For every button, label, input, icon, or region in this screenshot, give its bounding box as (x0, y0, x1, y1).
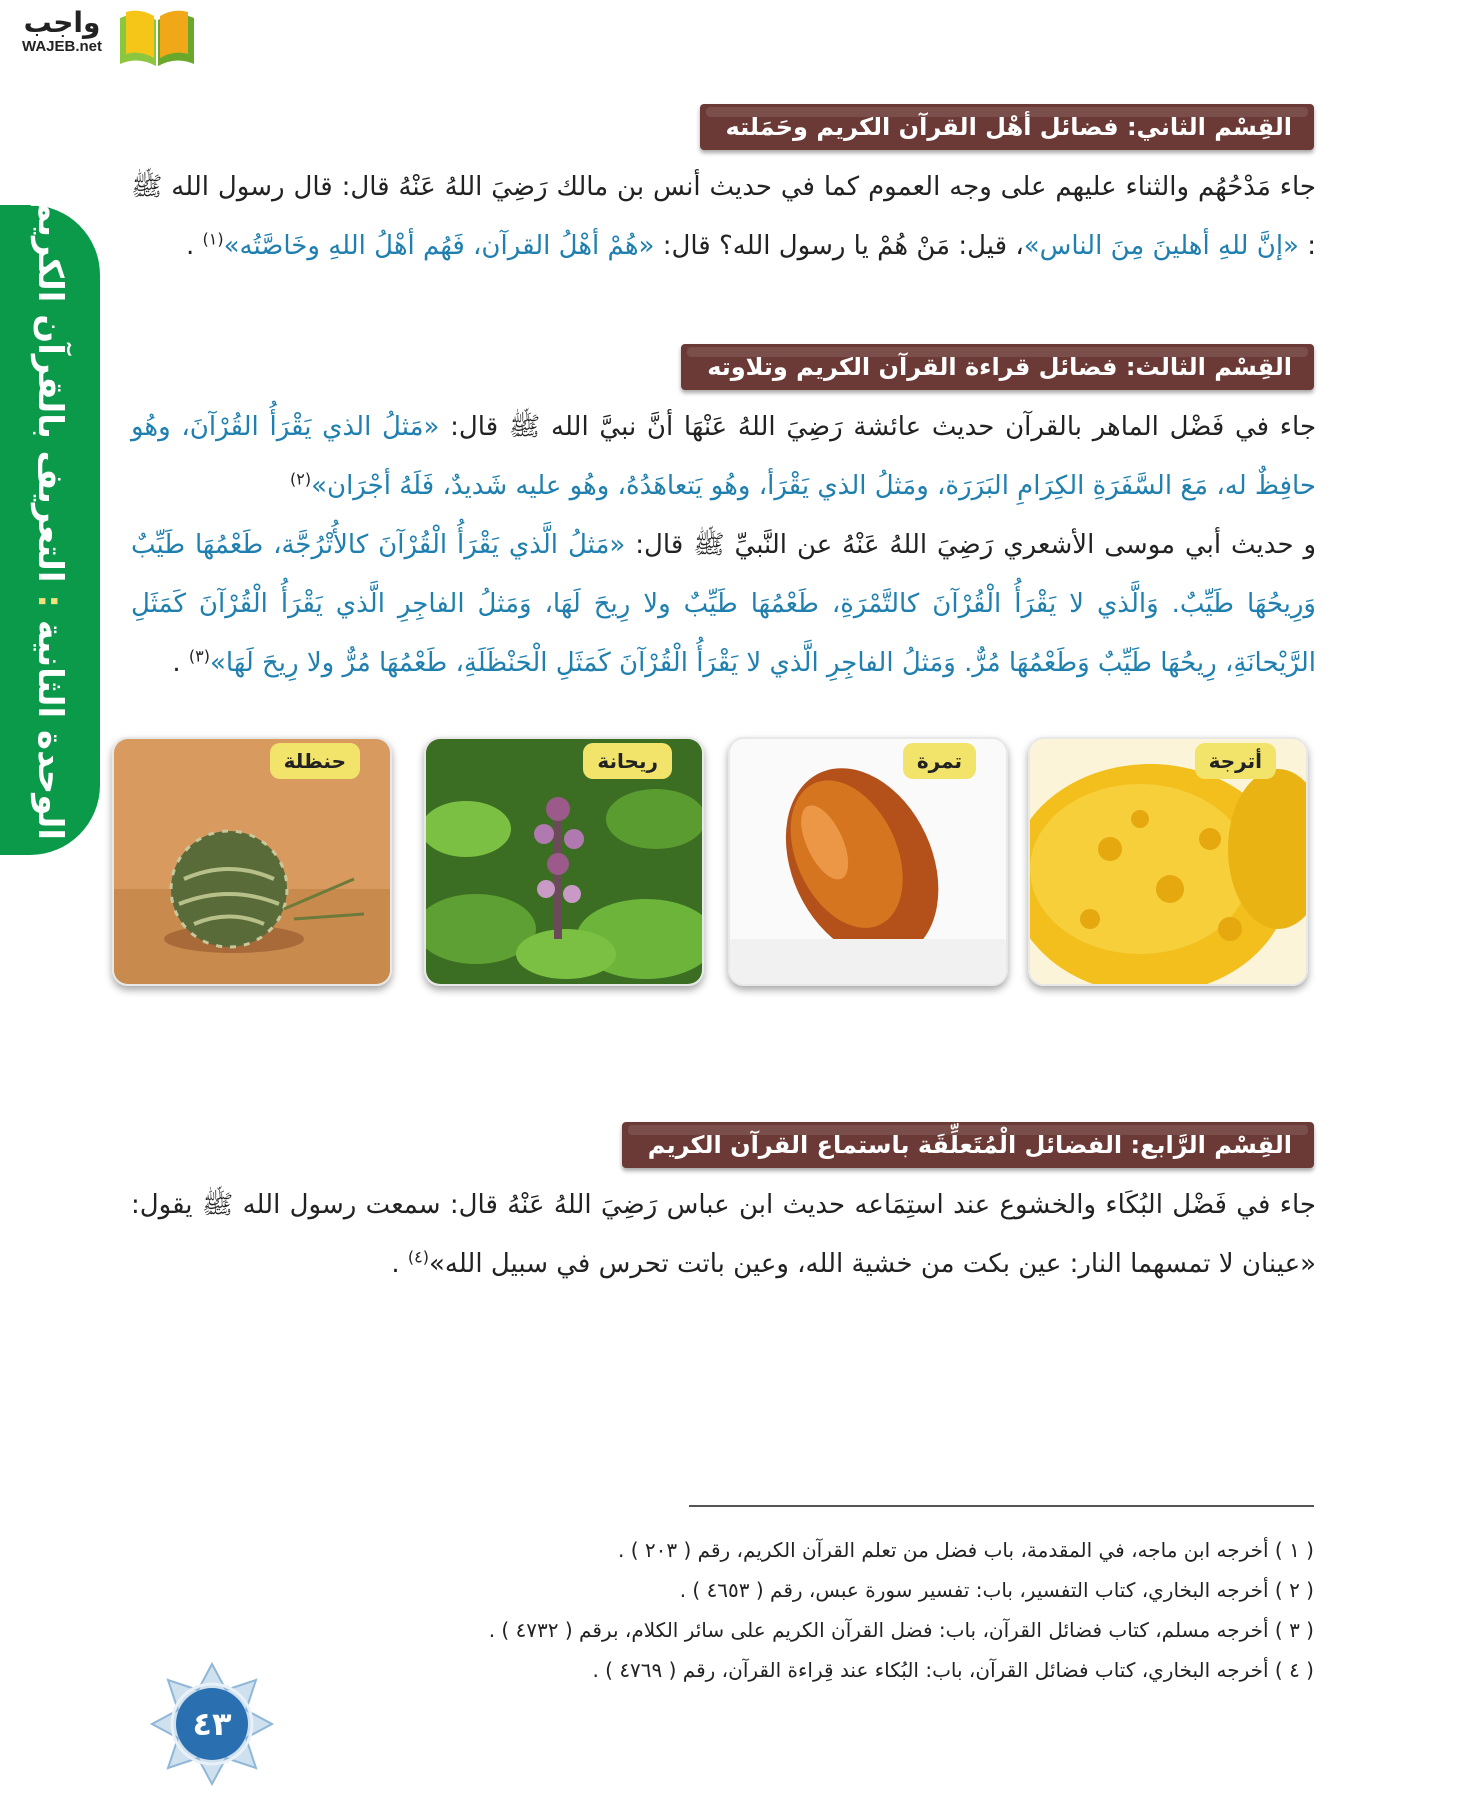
wajeb-logo[interactable] (12, 6, 192, 68)
footnote-ref-3[interactable]: (٣) (188, 646, 210, 666)
unit-label: الوحدة الثانية (30, 619, 70, 840)
unit-title: التعريف بالقرآن الكريم (30, 197, 70, 583)
page-number-badge (148, 1660, 276, 1788)
citron-image (1028, 737, 1308, 986)
section2-quote2: «هُمْ أهْلُ القرآن، فَهُم أهْلُ اللهِ وخَاصَّتُه» (223, 231, 655, 261)
section2-header-text: القِسْم الثاني: فضائل أهْل القرآن الكريم وحَمَلته (725, 113, 1292, 141)
date-image (728, 737, 1008, 986)
basil-label: ريحانة (583, 743, 672, 779)
footnote-4: ( ٤ ) أخرجه البخاري، كتاب فضائل القرآن، باب: البُكاء عند قِراءة القرآن، رقم ( ٤٧٦٩ ) . (592, 1658, 1314, 1682)
section3-quote2: «مَثلُ الَّذي يَقْرَأُ الْقُرْآنَ كالأُتْرُجَّة، طَعْمُهَا طَيِّبٌ وَرِيحُهَا طَيِّبٌ. وَالَّذي لا يَقْرَأُ الْقُرْآنَ كالتَّمْرَةِ، طَعْمُهَا طَيِّبٌ ولا رِيحَ لَهَا، وَمَثلُ الفاجِرِ الَّذي يَقْرَأُ الْقُرْآنَ كَمَثَلِ الرَّيْحانَةِ، رِيحُهَا طَيِّبٌ وَطَعْمُهَا مُرٌّ. وَمَثلُ الفاجِرِ الَّذي لا يَقْرَأُ الْقُرْآنَ كَمَثَلِ الْحَنْظَلَةِ، طَعْمُهَا مُرٌّ ولا رِيحَ لَهَا» (131, 530, 1316, 678)
footnote-ref-1[interactable]: (١) (202, 229, 224, 249)
page-number: ٤٣ (192, 1705, 232, 1743)
section2-quote1: «إنَّ للهِ أهلينَ مِنَ الناس» (1023, 231, 1299, 261)
date-label: تمرة (903, 743, 976, 779)
section2-mid: ، قيل: مَنْ هُمْ يا رسول الله؟ قال: (662, 231, 1024, 261)
section4-header-text: القِسْم الرَّابع: الفضائل الْمُتَعلِّقَة باستماع القرآن الكريم (647, 1131, 1292, 1159)
section4-end: . (391, 1249, 408, 1279)
section3-intro2: و حديث أبي موسى الأشعري رَضِيَ اللهُ عَنْهُ عن النَّبيِّ ﷺ قال: (635, 530, 1316, 560)
citron-label: أترجة (1195, 743, 1276, 779)
logo-latin-text: WAJEB.net (21, 38, 102, 55)
colocynth-label: حنظلة (270, 743, 360, 779)
section4-text (131, 1176, 1316, 1294)
section2-header (700, 104, 1314, 150)
footnotes (134, 1530, 1314, 1690)
basil-image (424, 737, 704, 986)
section3-header-text: القِسْم الثالث: فضائل قراءة القرآن الكريم وتلاوته (707, 353, 1292, 381)
section3-text (131, 398, 1316, 693)
footnote-ref-4[interactable]: (٤) (407, 1247, 429, 1267)
colocynth-image (112, 737, 392, 986)
footnote-ref-2[interactable]: (٢) (289, 469, 312, 489)
section2-end: . (185, 231, 203, 261)
footnote-1: ( ١ ) أخرجه ابن ماجه، في المقدمة، باب فضل من تعلم القرآن الكريم، رقم ( ٢٠٣ ) . (618, 1538, 1314, 1562)
footnote-divider (689, 1505, 1314, 1507)
section4-header (622, 1122, 1314, 1168)
section3-header (681, 344, 1314, 390)
book-icon (116, 8, 198, 68)
section4-intro: جاء في فَضْل البُكَاء والخشوع عند استِمَاعه حديث ابن عباس رَضِيَ اللهُ عَنْهُ قال: سمعت رسول الله ﷺ يقول: (131, 1190, 1316, 1220)
section3-end: . (172, 648, 189, 678)
unit-separator: : (30, 594, 70, 609)
footnote-2: ( ٢ ) أخرجه البخاري، كتاب التفسير، باب: تفسير سورة عبس، رقم ( ٤٦٥٣ ) . (679, 1578, 1314, 1602)
section3-quote1: «مَثلُ الذي يَقْرَأُ القُرْآنَ، وهُو حافِظٌ له، مَعَ السَّفَرَةِ الكِرَامِ البَرَرَة، ومَثلُ الذي يَقْرَأ، وهُو يَتعاهَدُهُ، وهُو عليه شَديدٌ، فَلَهُ أجْرَان» (131, 412, 1316, 501)
section4-quote: «عينان لا تمسهما النار: عين بكت من خشية الله، وعين باتت تحرس في سبيل الله» (428, 1249, 1316, 1279)
section3-intro1: جاء في فَضْل الماهر بالقرآن حديث عائشة رَضِيَ اللهُ عَنْهَا أنَّ نبيَّ الله ﷺ قال: (450, 412, 1317, 442)
footnote-3: ( ٣ ) أخرجه مسلم، كتاب فضائل القرآن، باب: فضل القرآن الكريم على سائر الكلام، برقم ( ٤٧٣٢ ) . (488, 1618, 1314, 1642)
unit-side-tab (0, 197, 100, 855)
section2-text (131, 158, 1316, 276)
unit-side-title (20, 197, 80, 840)
section2-line1: جاء مَدْحُهُم والثناء عليهم على وجه العموم كما في حديث أنس بن مالك رَضِيَ اللهُ عَنْهُ قال: قال رسول الله ﷺ : (131, 172, 1316, 261)
logo-arabic-text: واجب (23, 6, 101, 39)
